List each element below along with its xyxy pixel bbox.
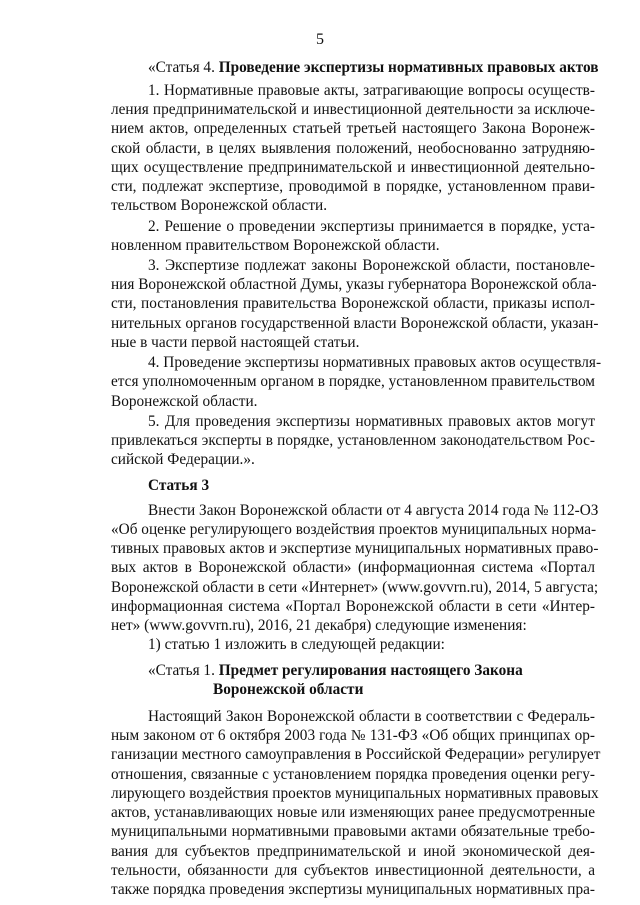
text-line: нет» (www.govvrn.ru), 2016, 21 декабря) следующие изменения: [111, 617, 527, 635]
text-line: Воронежской области. [111, 392, 258, 410]
text-line: ным законом от 6 октября 2003 года № 131-ФЗ «Об общих принципах ор- [111, 727, 595, 744]
article-1-heading-prefix: «Статья 1. [148, 662, 215, 679]
article-4-heading-prefix: «Статья 4. [148, 59, 215, 76]
text-line: 4. Проведение экспертизы нормативных правовых актов осуществля- [148, 354, 602, 372]
article-3-heading: Статья 3 [148, 476, 210, 494]
text-line: нием актов, определенных статьей третьей настоящего Закона Воронеж- [111, 120, 595, 138]
text-line: нительных органов государственной власти Воронежской области, указан- [111, 314, 599, 332]
text-line: ные в части первой настоящей статьи. [111, 333, 360, 351]
text-line: ской области, в целях выявления положений, необоснованно затрудняю- [111, 139, 595, 157]
page-number: 5 [316, 31, 324, 48]
text-line: отношения, связанные с установлением порядка проведения оценки регу- [111, 765, 595, 783]
text-line: тельности, обязанности для субъектов инвестиционной деятельности, а [111, 861, 595, 879]
text-line: тельством Воронежской области. [111, 197, 328, 215]
text-line: сти, подлежат экспертизе, проводимой в порядке, установленном прави- [111, 178, 595, 196]
text-line: щих осуществление предпринимательской и инвестиционной деятельно- [111, 158, 595, 176]
text-line: информационная система «Портал Воронежской области в сети «Интер- [111, 597, 595, 615]
text-line: сти, постановления правительства Воронежской области, приказы испол- [111, 295, 595, 313]
text-line: 1) статью 1 изложить в следующей редакции: [148, 636, 445, 654]
text-line: сийской Федерации.». [111, 451, 255, 469]
text-line: «Об оценке регулирующего воздействия проектов муниципальных норма- [111, 520, 597, 538]
text-line: новленном правительством Воронежской области. [111, 236, 440, 254]
text-line: 2. Решение о проведении экспертизы принимается в порядке, уста- [148, 217, 595, 235]
text-line: Настоящий Закон Воронежской области в соответствии с Федераль- [148, 707, 595, 725]
text-line: 3. Экспертизе подлежат законы Воронежской области, постановле- [148, 256, 595, 274]
text-line: тивных правовых актов и экспертизе муниципальных нормативных право- [111, 540, 599, 558]
text-line: 5. Для проведения экспертизы нормативных правовых актов могут [148, 412, 595, 430]
text-line: вых актов в Воронежской области» (информационная система «Портал [111, 559, 595, 577]
text-line: 1. Нормативные правовые акты, затрагивающие вопросы осуществ- [148, 81, 595, 99]
text-line: лирующего воздействия проектов муниципальных нормативных правовых [111, 784, 599, 802]
text-line: вания для субъектов предпринимательской и иной экономической дея- [111, 842, 595, 860]
text-line: ганизации местного самоуправления в Российской Федерации» регулирует [111, 746, 601, 764]
text-line: Внести Закон Воронежской области от 4 августа 2014 года № 112-ОЗ [148, 501, 599, 519]
text-line: ления предпринимательской и инвестиционной деятельности за исключе- [111, 101, 595, 119]
article-4-heading-title: Проведение экспертизы нормативных правовых актов [218, 59, 599, 76]
text-line: Воронежской области в сети «Интернет» (www.govvrn.ru), 2014, 5 августа; [111, 578, 599, 596]
text-line: актов, устанавливающих новые или изменяющих ранее предусмотренные [111, 804, 595, 821]
article-4-heading [148, 58, 599, 78]
article-1-heading-title: Предмет регулирования настоящего Закона [218, 662, 523, 679]
article-1-heading [148, 661, 595, 681]
text-line: также порядка проведения экспертизы муниципальных нормативных пра- [111, 881, 595, 898]
text-line: ния Воронежской областной Думы, указы губернатора Воронежской обла- [111, 276, 597, 294]
text-line: привлекаться эксперты в порядке, установленном законодательством Рос- [111, 432, 595, 449]
article-1-heading-line2: Воронежской области [213, 681, 364, 699]
text-line: ется уполномоченным органом в порядке, установленном правительством [111, 373, 595, 391]
text-line: муниципальными нормативными правовыми актами обязательные требо- [111, 823, 595, 841]
